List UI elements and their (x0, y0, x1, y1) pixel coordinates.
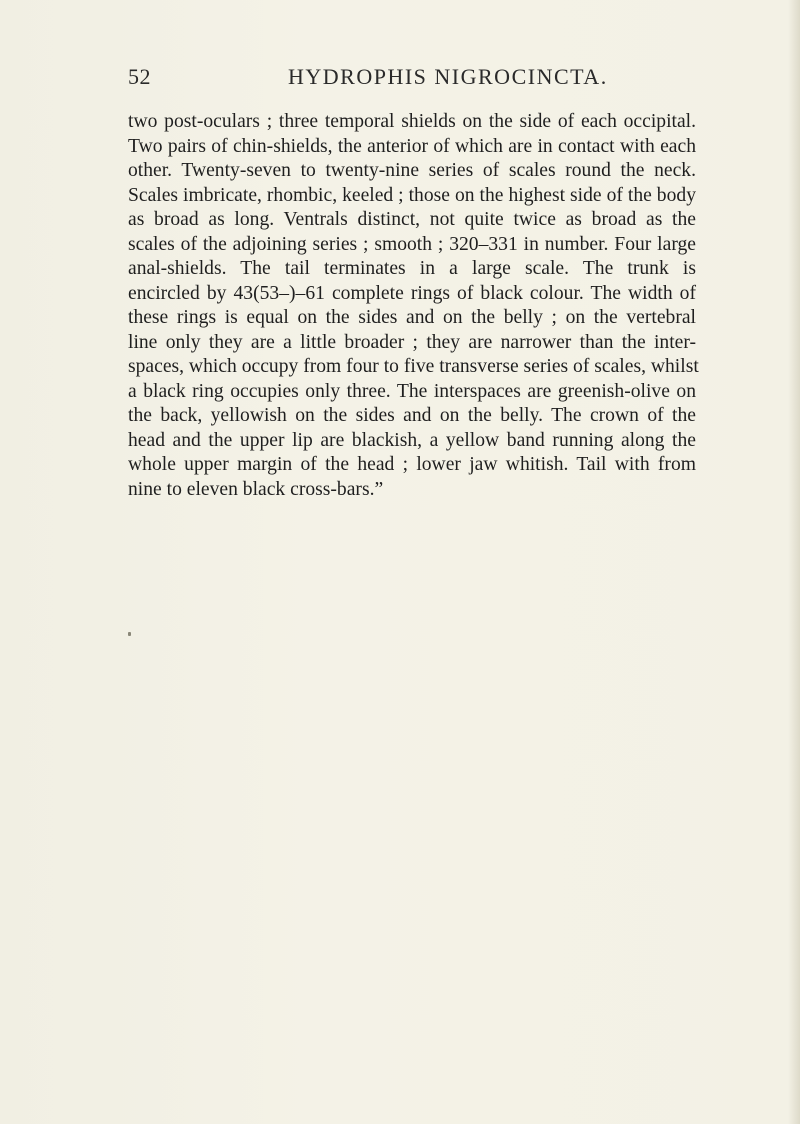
running-head (128, 64, 696, 94)
text-line: as broad as long. Ventrals distinct, not quite twice as broad as the (128, 209, 696, 230)
text-line: scales of the adjoining series ; smooth ; 320–331 in number. Four large (128, 233, 696, 255)
text-line: two post-oculars ; three temporal shields on the side of each occipital. (128, 111, 696, 132)
text-line: Two pairs of chin-shields, the anterior of which are in contact with each (128, 135, 696, 157)
paper-speck (128, 632, 131, 636)
text-line: a black ring occupies only three. The interspaces are greenish-olive on (128, 380, 696, 402)
page-number: 52 (128, 64, 151, 89)
text-line: whole upper margin of the head ; lower jaw whitish. Tail with from (128, 454, 696, 475)
page-edge-shadow (788, 0, 800, 1124)
body-paragraph (128, 110, 699, 502)
text-line: anal-shields. The tail terminates in a large scale. The trunk is (128, 258, 696, 279)
text-line: head and the upper lip are blackish, a yellow band running along the (128, 429, 696, 451)
text-line: other. Twenty-seven to twenty-nine series of scales round the neck. (128, 160, 696, 181)
text-line-last: nine to eleven black cross-bars.” (128, 478, 384, 500)
text-line: encircled by 43(53–)–61 complete rings of black colour. The width of (128, 282, 696, 304)
text-line: spaces, which occupy from four to five transverse series of scales, whilst (128, 356, 699, 377)
running-title: HYDROPHIS NIGROCINCTA. (288, 64, 608, 89)
text-line: line only they are a little broader ; they are narrower than the inter- (128, 331, 696, 353)
text-line: these rings is equal on the sides and on the belly ; on the vertebral (128, 307, 696, 328)
text-line: Scales imbricate, rhombic, keeled ; those on the highest side of the body (128, 184, 696, 206)
text-line: the back, yellowish on the sides and on the belly. The crown of the (128, 405, 696, 426)
